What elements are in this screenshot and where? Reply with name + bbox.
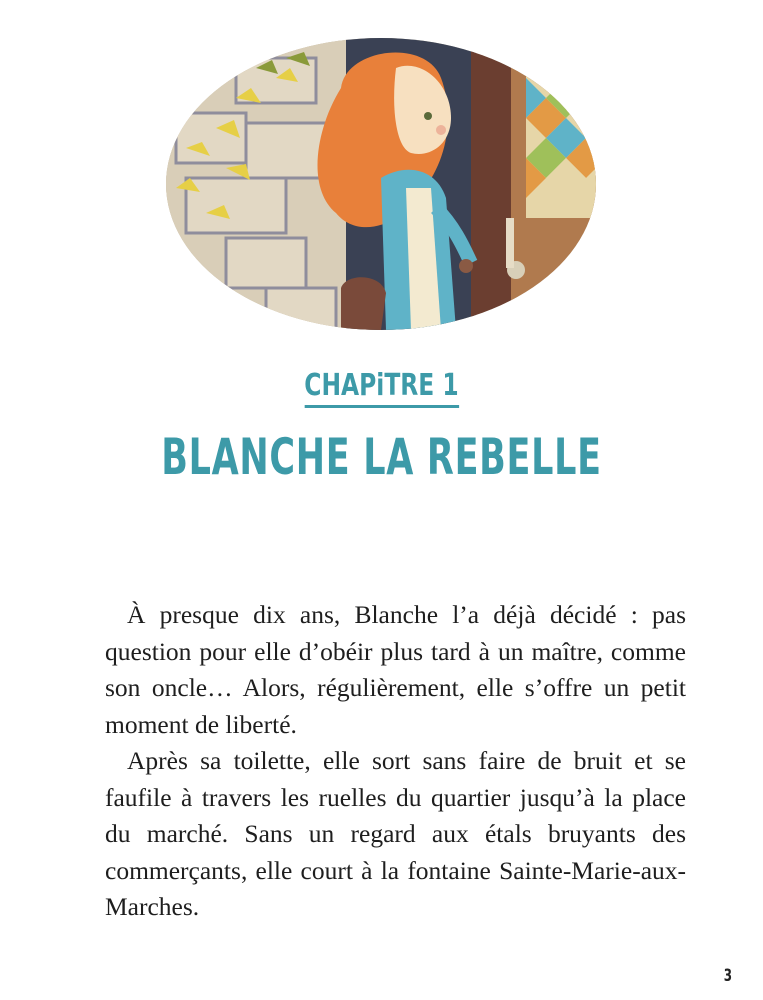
paragraph: À presque dix ans, Blanche l’a déjà décidé : pas question pour elle d’obéir plus tard à un maître, comme son oncle… Alors, régulièrement, elle s’offre un petit moment de liberté. — [105, 600, 686, 739]
girl-at-door-illustration — [166, 38, 596, 330]
chapter-number-text: CHAPiTRE 1 — [304, 369, 458, 408]
chapter-body — [105, 597, 686, 926]
chapter-illustration — [166, 38, 596, 330]
chapter-title: BLANCHE LA REBELLE — [161, 428, 602, 486]
page-number: 3 — [723, 966, 733, 986]
chapter-number-heading — [84, 368, 679, 408]
paragraph: Après sa toilette, elle sort sans faire de bruit et se faufile à travers les ruelles du quartier jusqu’à la place du marché. Sans un regard aux étals bruyants des commerçants, elle court à la fontaine Sainte-Marie-aux-Marches. — [105, 746, 686, 921]
